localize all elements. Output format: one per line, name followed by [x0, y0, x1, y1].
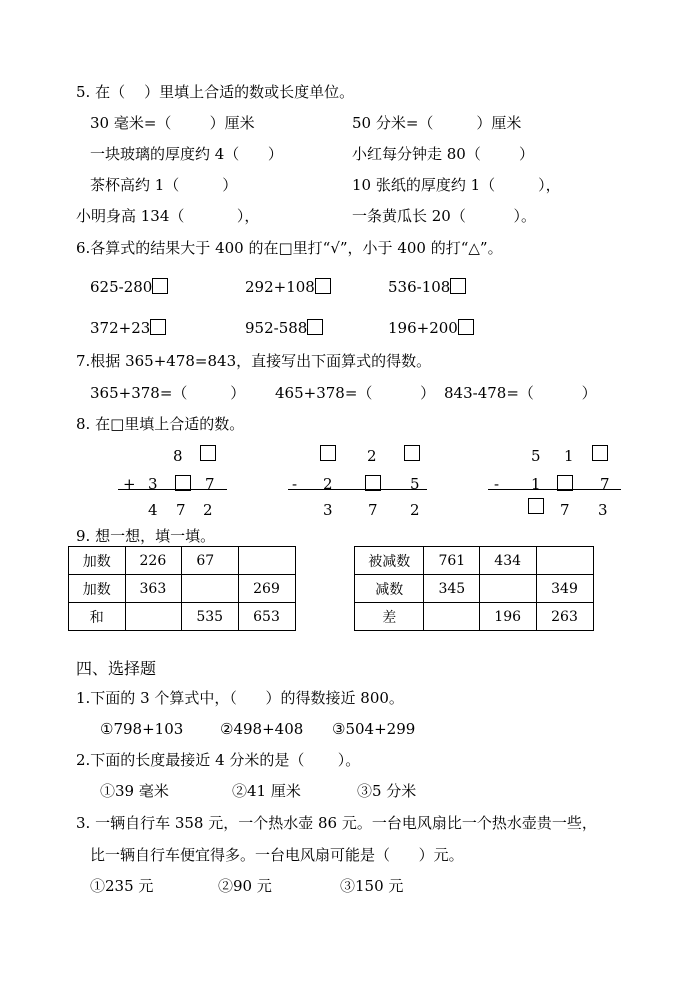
- operator: +: [123, 475, 136, 493]
- sum-line: [118, 489, 227, 490]
- q9-title: 9. 想一想，填一填。: [76, 527, 216, 545]
- digit: 2: [367, 447, 377, 465]
- blank-answer-cell[interactable]: [480, 575, 537, 603]
- option[interactable]: ②90 元: [218, 877, 272, 895]
- table-row: [355, 603, 594, 631]
- digit: 7: [368, 501, 378, 519]
- answer-box[interactable]: [307, 319, 323, 335]
- row-header-cell: 加数: [69, 575, 126, 603]
- q6-item: 952-588: [245, 318, 323, 338]
- q5-item: 50 分米=（ ）厘米: [352, 114, 522, 132]
- answer-box[interactable]: [150, 319, 166, 335]
- answer-box[interactable]: [152, 278, 168, 294]
- q6-title: 6.各算式的结果大于 400 的在□里打“√”，小于 400 的打“△”。: [76, 239, 503, 257]
- value-cell: 67: [182, 547, 239, 575]
- row-header-cell: 减数: [355, 575, 424, 603]
- difference-line: [288, 489, 427, 490]
- value-cell: 226: [125, 547, 182, 575]
- digit: 5: [531, 447, 541, 465]
- row-header-cell: 和: [69, 603, 126, 631]
- answer-box[interactable]: [450, 278, 466, 294]
- digit: 7: [600, 475, 610, 493]
- option[interactable]: ②498+408: [220, 720, 304, 738]
- value-cell: 269: [239, 575, 296, 603]
- q7-item: 465+378=（ ）: [275, 384, 436, 402]
- q5-item: 小红每分钟走 80（ ）: [352, 145, 535, 163]
- digit: 2: [203, 501, 213, 519]
- q5-item: 30 毫米=（ ）厘米: [90, 114, 255, 132]
- q5-item: 10 张纸的厚度约 1（ ），: [352, 176, 561, 194]
- q7-title: 7.根据 365+478=843，直接写出下面算式的得数。: [76, 352, 432, 370]
- table-row: [69, 603, 296, 631]
- value-cell: 263: [537, 603, 594, 631]
- option[interactable]: ③504+299: [332, 720, 416, 738]
- q7-item: 365+378=（ ）: [90, 384, 246, 402]
- q5-item: 小明身高 134（ ），: [76, 207, 260, 225]
- option[interactable]: ①39 毫米: [100, 782, 169, 800]
- digit: 3: [598, 501, 608, 519]
- answer-box[interactable]: [528, 498, 544, 514]
- table-row: [355, 575, 594, 603]
- blank-answer-cell[interactable]: [537, 547, 594, 575]
- addition-table: [68, 546, 296, 631]
- q6-item: 536-108: [388, 277, 466, 297]
- digit: 5: [410, 475, 420, 493]
- row-header-cell: 被减数: [355, 547, 424, 575]
- value-cell: 535: [182, 603, 239, 631]
- difference-line: [488, 489, 621, 490]
- q6-item: 196+200: [388, 318, 474, 338]
- blank-answer-cell[interactable]: [182, 575, 239, 603]
- table-row: [355, 547, 594, 575]
- digit: 3: [323, 501, 333, 519]
- q5-title: 5. 在（ ）里填上合适的数或长度单位。: [76, 83, 355, 101]
- digit: 3: [148, 475, 158, 493]
- blank-answer-cell[interactable]: [239, 547, 296, 575]
- value-cell: 434: [480, 547, 537, 575]
- choice-q3-line1: 3. 一辆自行车 358 元，一个热水壶 86 元。一台电风扇比一个热水壶贵一些，: [76, 814, 597, 832]
- table-row: [69, 547, 296, 575]
- operator: -: [494, 475, 500, 493]
- option[interactable]: ①235 元: [90, 877, 154, 895]
- value-cell: 349: [537, 575, 594, 603]
- blank-answer-cell[interactable]: [424, 603, 480, 631]
- digit: 1: [564, 447, 574, 465]
- option[interactable]: ③150 元: [340, 877, 404, 895]
- digit: 1: [531, 475, 541, 493]
- table-row: [69, 575, 296, 603]
- answer-box[interactable]: [320, 445, 336, 461]
- choice-q3-line2: 比一辆自行车便宜得多。一台电风扇可能是（ ）元。: [90, 846, 464, 864]
- value-cell: 345: [424, 575, 480, 603]
- subtraction-table: [354, 546, 594, 631]
- value-cell: 363: [125, 575, 182, 603]
- digit: 2: [323, 475, 333, 493]
- q6-item: 292+108: [245, 277, 331, 297]
- q5-item: 一块玻璃的厚度约 4（ ）: [90, 145, 283, 163]
- option[interactable]: ②41 厘米: [232, 782, 301, 800]
- q8-title: 8. 在□里填上合适的数。: [76, 415, 245, 433]
- value-cell: 761: [424, 547, 480, 575]
- row-header-cell: 加数: [69, 547, 126, 575]
- section-title: 四、选择题: [76, 659, 157, 678]
- value-cell: 653: [239, 603, 296, 631]
- digit: 7: [560, 501, 570, 519]
- digit: 2: [410, 501, 420, 519]
- q7-item: 843-478=（ ）: [444, 384, 597, 402]
- q6-item: 372+23: [90, 318, 166, 338]
- choice-q2: 2.下面的长度最接近 4 分米的是（ ）。: [76, 751, 361, 769]
- option[interactable]: ③5 分米: [357, 782, 417, 800]
- value-cell: 196: [480, 603, 537, 631]
- digit: 4: [148, 501, 158, 519]
- digit: 7: [205, 475, 215, 493]
- answer-box[interactable]: [404, 445, 420, 461]
- q5-item: 茶杯高约 1（ ）: [90, 176, 238, 194]
- q6-item: 625-280: [90, 277, 168, 297]
- answer-box[interactable]: [592, 445, 608, 461]
- row-header-cell: 差: [355, 603, 424, 631]
- operator: -: [292, 475, 298, 493]
- digit: 8: [173, 447, 183, 465]
- answer-box[interactable]: [458, 319, 474, 335]
- answer-box[interactable]: [315, 278, 331, 294]
- option[interactable]: ①798+103: [100, 720, 184, 738]
- blank-answer-cell[interactable]: [125, 603, 182, 631]
- digit: 7: [176, 501, 186, 519]
- answer-box[interactable]: [200, 445, 216, 461]
- q5-item: 一条黄瓜长 20（ ）。: [352, 207, 537, 225]
- choice-q1: 1.下面的 3 个算式中，（ ）的得数接近 800。: [76, 689, 404, 707]
